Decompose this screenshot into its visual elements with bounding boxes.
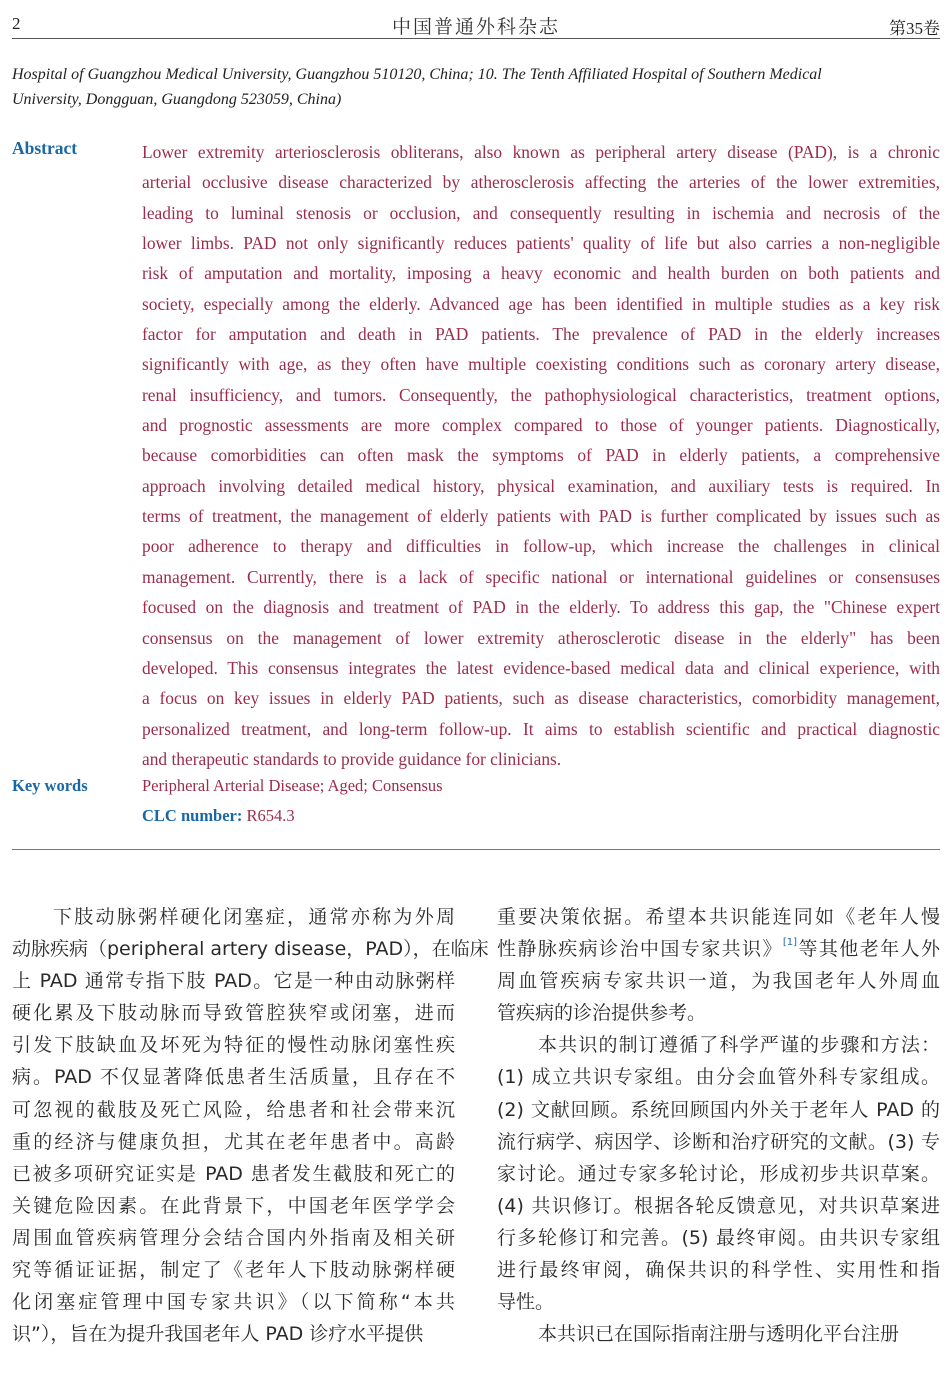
keywords-value: Peripheral Arterial Disease; Aged; Consensus (142, 776, 443, 795)
body-line: 动脉疾病（peripheral artery disease，PAD），在临床 (12, 938, 489, 961)
body-line: 上 PAD 通常专指下肢 PAD。它是一种由动脉粥样 (12, 970, 455, 993)
body-line: 引发下肢缺血及坏死为特征的慢性动脉闭塞性疾 (12, 1034, 455, 1057)
body-line: 重的经济与健康负担，尤其在老年患者中。高龄 (12, 1130, 455, 1153)
text-segment: 性静脉疾病诊治中国专家共识》 (497, 938, 783, 961)
abstract-line: lower limbs. PAD not only significantly reduces patients' quality of life but also carries a non-negligible (142, 233, 940, 254)
abstract-line: developed. This consensus integrates the latest evidence-based medical data and clinical experience, with (142, 657, 940, 678)
body-line: 进行最终审阅，确保共识的科学性、实用性和指 (497, 1259, 940, 1282)
abstract-line: leading to luminal stenosis or occlusion, and consequently resulting in ischemia and necrosis of the (142, 202, 940, 223)
abstract-line: management. Currently, there is a lack of specific national or international guidelines or consensuses (142, 566, 940, 587)
body-line: 究等循证证据，制定了《老年人下肢动脉粥样硬 (12, 1259, 455, 1282)
body-line: 管疾病的诊治提供参考。 (497, 1002, 707, 1025)
abstract-line: and prognostic assessments are more complex compared to those of younger patients. Diagnostically, (142, 415, 940, 436)
body-line: 病。PAD 不仅显著降低患者生活质量，且存在不 (12, 1066, 455, 1089)
abstract-line: arterial occlusive disease characterized by atherosclerosis affecting the arteries of the lower extremities, (142, 172, 940, 193)
abstract-line: because comorbidities can often mask the symptoms of PAD in elderly patients, a comprehensive (142, 445, 940, 466)
body-line: 本共识的制订遵循了科学严谨的步骤和方法： (538, 1034, 940, 1057)
abstract-line: factor for amputation and death in PAD patients. The prevalence of PAD in the elderly increases (142, 324, 940, 345)
body-line: 识”），旨在为提升我国老年人 PAD 诊疗水平提供 (12, 1323, 424, 1346)
citation-link[interactable]: [1] (782, 937, 798, 949)
header-divider (12, 38, 940, 39)
body-line: 重要决策依据。希望本共识能连同如《老年人慢 (497, 906, 940, 928)
body-line: 已被多项研究证实是 PAD 患者发生截肢和死亡的 (12, 1162, 455, 1185)
body-line: 下肢动脉粥样硬化闭塞症，通常亦称为外周 (53, 906, 455, 928)
page-number: 2 (12, 14, 21, 33)
body-line: 周围血管疾病管理分会结合国内外指南及相关研 (12, 1226, 455, 1249)
body-column-left (12, 901, 489, 1350)
affiliation-line: University, Dongguan, Guangdong 523059, China) (12, 91, 342, 108)
section-divider (12, 849, 940, 850)
body-line: 行多轮修订和完善。(5) 最终审阅。由共识专家组 (497, 1226, 940, 1249)
abstract-line: personalized treatment, and long-term follow-up. It aims to establish scientific and practical diagnostic (142, 718, 940, 739)
affiliation (12, 62, 912, 112)
body-line: (1) 成立共识专家组。由分会血管外科专家组成。 (497, 1066, 940, 1089)
abstract-line: focused on the diagnosis and treatment of PAD in the elderly. To address this gap, the "Chinese expert (142, 597, 940, 618)
running-header (12, 10, 940, 36)
body-line: (4) 共识修订。根据各轮反馈意见，对共识草案进 (497, 1194, 940, 1217)
body-line: 流行病学、病因学、诊断和治疗研究的文献。(3) 专 (497, 1130, 940, 1153)
journal-title: 中国普通外科杂志 (391, 17, 560, 38)
body-line: (2) 文献回顾。系统回顾国内外关于老年人 PAD 的 (497, 1098, 940, 1121)
abstract-line: terms of treatment, the management of elderly patients with PAD is further complicated by issues such as (142, 506, 940, 527)
keywords-label: Key words (12, 776, 88, 795)
volume-label: 第35卷 (889, 19, 940, 38)
abstract-line: a focus on key issues in elderly PAD patients, such as disease characteristics, comorbidity management, (142, 688, 940, 709)
abstract-line: risk of amputation and mortality, imposing a heavy economic and health burden on both patients and (142, 263, 940, 284)
body-line: 周血管疾病专家共识一道，为我国老年人外周血 (497, 970, 940, 993)
abstract-line: poor adherence to therapy and difficulties in follow-up, which increase the challenges in clinical (142, 536, 940, 557)
abstract-line: approach involving detailed medical history, physical examination, and auxiliary tests is required. In (142, 475, 940, 496)
clc-label: CLC number: (142, 806, 243, 825)
body-line: 可忽视的截肢及死亡风险，给患者和社会带来沉 (12, 1098, 455, 1121)
text-segment: 等其他老年人外 (797, 938, 940, 961)
abstract-line: Lower extremity arteriosclerosis obliterans, also known as peripheral artery disease (PAD), is a chronic (142, 142, 940, 162)
abstract-line: renal insufficiency, and tumors. Consequently, the pathophysiological characteristics, treatment options, (142, 384, 940, 405)
clc-value: R654.3 (246, 806, 295, 825)
body-line: 导性。 (497, 1291, 555, 1314)
body-column-right (497, 901, 940, 1350)
abstract-label: Abstract (12, 138, 78, 158)
abstract-line: and therapeutic standards to provide guidance for clinicians. (142, 748, 562, 769)
abstract-line: society, especially among the elderly. Advanced age has been identified in multiple studies as a key risk (142, 293, 940, 314)
body-line: 家讨论。通过专家多轮讨论，形成初步共识草案。 (497, 1162, 940, 1185)
abstract-line: consensus on the management of lower extremity atherosclerotic disease in the elderly" has been (142, 627, 940, 648)
abstract-text (142, 137, 940, 774)
body-line: 本共识已在国际指南注册与透明化平台注册 (538, 1323, 900, 1346)
body-line: 硬化累及下肢动脉而导致管腔狭窄或闭塞，进而 (12, 1002, 455, 1025)
affiliation-line: Hospital of Guangzhou Medical University, Guangzhou 510120, China; 10. The Tenth Affiliated Hospital of Southern Medical (12, 66, 822, 83)
abstract-line: significantly with age, as they often have multiple coexisting conditions such as coronary artery disease, (142, 354, 940, 375)
body-line: 化闭塞症管理中国专家共识》（以下简称“本共 (12, 1291, 455, 1314)
body-line (497, 933, 940, 965)
clc-number (142, 806, 295, 826)
body-line: 关键危险因素。在此背景下，中国老年医学学会 (12, 1194, 455, 1217)
